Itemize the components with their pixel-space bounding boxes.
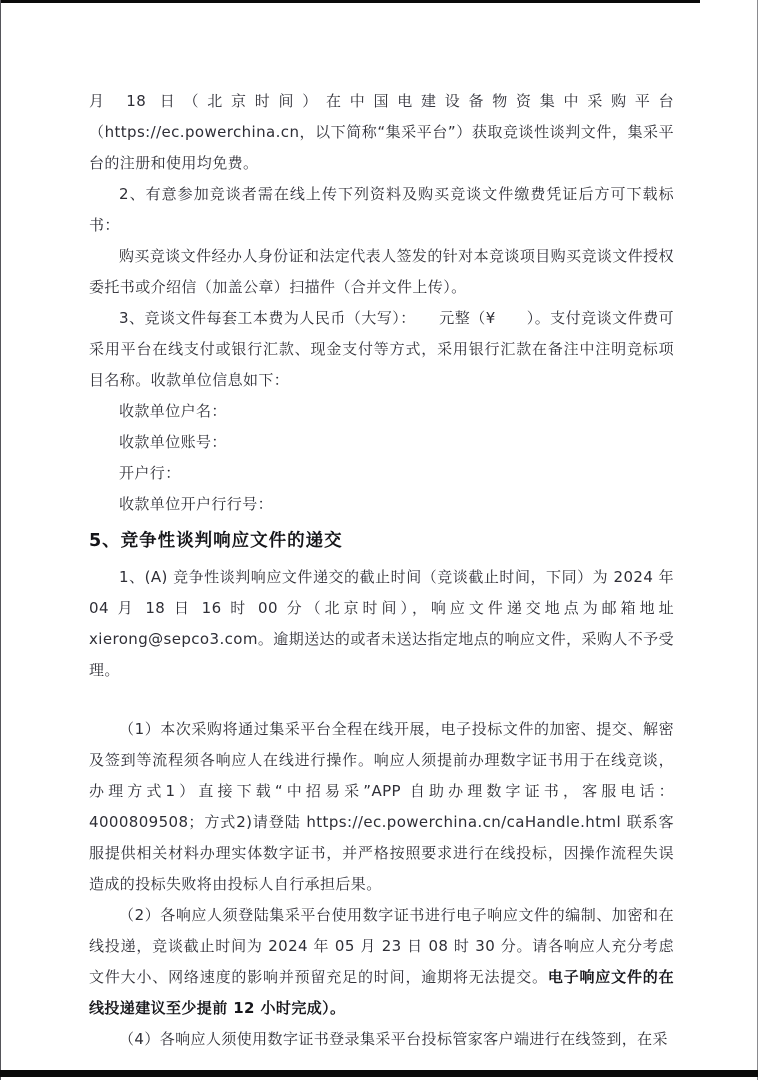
paragraph-intro-continuation: 月 18 日（北京时间）在中国电建设备物资集中采购平台（https://ec.powerchina.cn，以下简称“集采平台”）获取竞谈性谈判文件，集采平台的注册和使用均免费。 [89, 92, 674, 172]
section-5-heading: 5、竞争性谈判响应文件的递交 [89, 531, 343, 551]
scan-edge-bottom [0, 1070, 758, 1077]
payee-bank-code-line: 收款单位开户行行号： [119, 495, 274, 513]
paragraph-item2-detail: 购买竞谈文件经办人身份证和法定代表人签发的针对本竞谈项目购买竞谈文件授权委托书或介绍信（加盖公章）扫描件（合并文件上传）。 [89, 247, 674, 296]
paragraph-item2: 2、有意参加竞谈者需在线上传下列资料及购买竞谈文件缴费凭证后方可下载标书： [89, 185, 674, 234]
paragraph-online-2-bold-text: 电子响应文件的在线投递建议至少提前 12 小时完成）。 [89, 968, 674, 1017]
document-body [89, 86, 674, 1055]
scan-edge-top [0, 0, 700, 3]
scan-edge-left [0, 0, 1, 1080]
payee-bank-line: 开户行： [119, 464, 181, 482]
paragraph-online-2 [89, 900, 674, 1024]
payee-account-line: 收款单位账号： [119, 433, 227, 451]
paragraph-online-4: （4）各响应人须使用数字证书登录集采平台投标管家客户端进行在线签到，在采 [119, 1030, 668, 1048]
payee-name-line: 收款单位户名： [119, 402, 227, 420]
paragraph-item3-fee: 3、竞谈文件每套工本费为人民币（大写）： 元整（¥ ）。支付竞谈文件费可采用平台在线支付或银行汇款、现金支付等方式，采用银行汇款在备注中注明竞标项目名称。收款单位信息如下： [89, 309, 674, 389]
paragraph-submission-deadline: 1、(A) 竞争性谈判响应文件递交的截止时间（竞谈截止时间，下同）为 2024 年 04 月 18 日 16 时 00 分（北京时间），响应文件递交地点为邮箱地址 xierong@sepco3.com。逾期送达的或者未送达指定地点的响应文件，采购人不予受理。 [89, 568, 674, 679]
paragraph-online-1: （1）本次采购将通过集采平台全程在线开展，电子投标文件的加密、提交、解密及签到等流程须各响应人在线进行操作。响应人须提前办理数字证书用于在线竞谈，办理方式1）直接下载“中招易采”APP 自助办理数字证书，客服电话：4000809508；方式2)请登陆 https://ec.powerchina.cn/caHandle.html 联系客服提供相关材料办理实体数字证书，并严格按照要求进行在线投标，因操作流程失误造成的投标失败将由投标人自行承担后果。 [89, 720, 674, 893]
paragraph-online-2-normal-text: （2）各响应人须登陆集采平台使用数字证书进行电子响应文件的编制、加密和在线投递，竞谈截止时间为 2024 年 05 月 23 日 08 时 30 分。请各响应人充分考虑文件大小、网络速度的影响并预留充足的时间，逾期将无法提交。 [89, 906, 674, 986]
